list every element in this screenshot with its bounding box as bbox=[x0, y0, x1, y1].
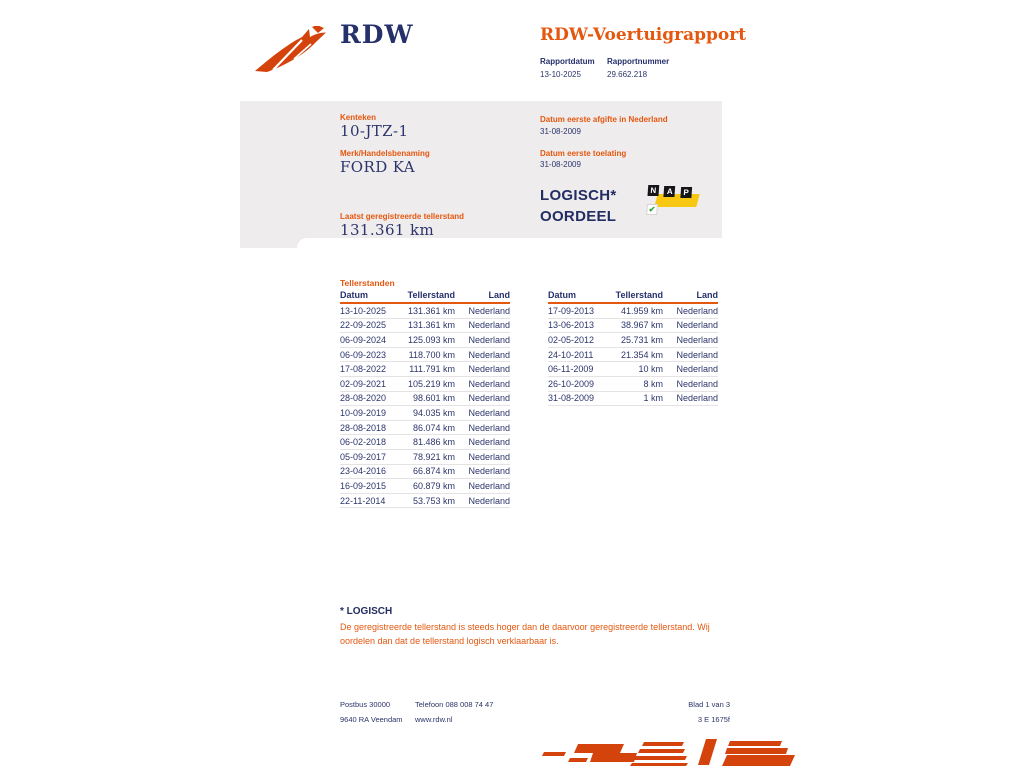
land-cell: Nederland bbox=[676, 349, 718, 360]
datum-cell: 22-11-2014 bbox=[340, 495, 386, 506]
tellerstand-cell: 53.753 km bbox=[412, 495, 455, 506]
footer-page-number: Blad 1 van 3 bbox=[688, 700, 730, 709]
table-row bbox=[548, 333, 718, 348]
oordeel-line2: OORDEEL bbox=[540, 208, 617, 225]
footer-address-line1: Postbus 30000 bbox=[340, 700, 391, 709]
land-cell: Nederland bbox=[468, 422, 510, 433]
land-cell: Nederland bbox=[468, 364, 510, 375]
report-date-value: 13-10-2025 bbox=[540, 70, 581, 79]
table-row bbox=[548, 319, 718, 334]
report-date-block bbox=[540, 57, 595, 79]
column-header: Tellerstand bbox=[615, 290, 663, 300]
table-row bbox=[340, 435, 510, 450]
datum-cell: 10-09-2019 bbox=[340, 407, 387, 418]
land-cell: Nederland bbox=[676, 393, 718, 404]
tellerstand-cell: 8 km bbox=[643, 378, 663, 389]
toelating-label: Datum eerste toelating bbox=[540, 149, 627, 158]
tellerstanden-heading: Tellerstanden bbox=[340, 278, 395, 288]
oordeel-line1: LOGISCH* bbox=[540, 187, 617, 204]
report-number-label: Rapportnummer bbox=[607, 57, 670, 66]
land-cell: Nederland bbox=[468, 334, 510, 345]
tellerstand-cell: 125.093 km bbox=[407, 334, 455, 345]
table-row bbox=[548, 377, 718, 392]
table-row bbox=[340, 406, 510, 421]
kenteken-label: Kenteken bbox=[340, 113, 377, 122]
datum-cell: 06-09-2024 bbox=[340, 334, 387, 345]
datum-cell: 16-09-2015 bbox=[340, 480, 387, 491]
tellerstand-cell: 131.361 km bbox=[407, 320, 455, 331]
table-row bbox=[548, 348, 718, 363]
datum-cell: 13-06-2013 bbox=[548, 320, 595, 331]
oordeel-heading bbox=[540, 185, 617, 227]
land-cell: Nederland bbox=[676, 320, 718, 331]
land-cell: Nederland bbox=[468, 349, 510, 360]
datum-cell: 22-09-2025 bbox=[340, 320, 387, 331]
tellerstand-cell: 25.731 km bbox=[620, 334, 663, 345]
land-cell: Nederland bbox=[676, 378, 718, 389]
land-cell: Nederland bbox=[676, 305, 718, 316]
tellerstand-cell: 131.361 km bbox=[407, 305, 455, 316]
table-header-row bbox=[340, 290, 510, 304]
footer-phone: Telefoon 088 008 74 47 bbox=[415, 700, 494, 709]
land-cell: Nederland bbox=[468, 437, 510, 448]
land-cell: Nederland bbox=[468, 393, 510, 404]
table-row bbox=[340, 421, 510, 436]
datum-cell: 23-04-2016 bbox=[340, 466, 387, 477]
datum-cell: 26-10-2009 bbox=[548, 378, 595, 389]
datum-cell: 06-09-2023 bbox=[340, 349, 387, 360]
tellerstand-cell: 81.486 km bbox=[412, 437, 455, 448]
afgifte-value: 31-08-2009 bbox=[540, 127, 581, 136]
table-row bbox=[340, 377, 510, 392]
footer-website: www.rdw.nl bbox=[415, 715, 453, 724]
merk-label: Merk/Handelsbenaming bbox=[340, 149, 430, 158]
land-cell: Nederland bbox=[468, 480, 510, 491]
tellerstand-cell: 94.035 km bbox=[412, 407, 455, 418]
tellerstanden-table-right bbox=[548, 290, 718, 406]
table-row bbox=[548, 392, 718, 407]
column-header: Datum bbox=[548, 290, 577, 300]
table-header-row bbox=[548, 290, 718, 304]
nap-check-icon: ✔ bbox=[646, 204, 658, 215]
table-row bbox=[340, 392, 510, 407]
datum-cell: 02-05-2012 bbox=[548, 334, 595, 345]
table-row bbox=[340, 333, 510, 348]
land-cell: Nederland bbox=[676, 334, 718, 345]
land-cell: Nederland bbox=[468, 451, 510, 462]
report-date-label: Rapportdatum bbox=[540, 57, 595, 66]
datum-cell: 05-09-2017 bbox=[340, 451, 387, 462]
vehicle-summary-panel bbox=[240, 101, 722, 248]
datum-cell: 31-08-2009 bbox=[548, 393, 595, 404]
nap-letter-n: N bbox=[647, 185, 659, 196]
column-header: Land bbox=[696, 290, 718, 300]
tellerstand-cell: 118.700 km bbox=[408, 349, 455, 360]
nap-logo bbox=[647, 185, 699, 214]
tellerstand-cell: 66.874 km bbox=[412, 466, 455, 477]
tellerstand-cell: 21.354 km bbox=[620, 349, 663, 360]
table-row bbox=[340, 450, 510, 465]
table-row bbox=[340, 319, 510, 334]
footnote-text: De geregistreerde tellerstand is steeds hoger dan de daarvoor geregistreerde tellerstand. Wij oordelen dan dat de tellerstand logisch verklaarbaar is. bbox=[340, 622, 710, 646]
footer-contact bbox=[415, 697, 493, 727]
tellerstand-cell: 1 km bbox=[643, 393, 663, 404]
afgifte-label: Datum eerste afgifte in Nederland bbox=[540, 115, 668, 124]
tellerstand-cell: 86.074 km bbox=[412, 422, 455, 433]
land-cell: Nederland bbox=[676, 364, 718, 375]
land-cell: Nederland bbox=[468, 378, 510, 389]
tellerstand-cell: 41.959 km bbox=[620, 305, 663, 316]
footer-page-info bbox=[630, 697, 730, 727]
tellerstand-cell: 10 km bbox=[638, 364, 663, 375]
table-row bbox=[340, 362, 510, 377]
tellerstand-cell: 60.879 km bbox=[412, 480, 455, 491]
land-cell: Nederland bbox=[468, 407, 510, 418]
rdw-stripes-graphic-icon bbox=[540, 737, 798, 767]
rdw-feather-logo-icon bbox=[252, 26, 332, 74]
table-row bbox=[548, 304, 718, 319]
land-cell: Nederland bbox=[468, 305, 510, 316]
column-header: Land bbox=[488, 290, 510, 300]
column-header: Datum bbox=[340, 290, 369, 300]
tellerstand-label: Laatst geregistreerde tellerstand bbox=[340, 212, 465, 221]
report-number-value: 29.662.218 bbox=[607, 70, 648, 79]
tellerstand-value: 131.361 km bbox=[340, 221, 435, 239]
rdw-wordmark: RDW bbox=[340, 20, 414, 49]
table-row bbox=[340, 479, 510, 494]
nap-letter-a: A bbox=[664, 186, 676, 197]
tellerstand-cell: 98.601 km bbox=[412, 393, 455, 404]
toelating-value: 31-08-2009 bbox=[540, 160, 581, 169]
table-row bbox=[340, 304, 510, 319]
table-row bbox=[548, 362, 718, 377]
land-cell: Nederland bbox=[468, 495, 510, 506]
datum-cell: 13-10-2025 bbox=[340, 305, 387, 316]
page-title: RDW-Voertuigrapport bbox=[540, 25, 747, 45]
tellerstanden-table-left bbox=[340, 290, 510, 508]
datum-cell: 28-08-2020 bbox=[340, 393, 387, 404]
table-row bbox=[340, 465, 510, 480]
nap-tiles bbox=[646, 185, 701, 221]
datum-cell: 24-10-2011 bbox=[548, 349, 594, 360]
datum-cell: 02-09-2021 bbox=[340, 378, 387, 389]
datum-cell: 17-09-2013 bbox=[548, 305, 595, 316]
tellerstand-cell: 111.791 km bbox=[409, 364, 455, 375]
land-cell: Nederland bbox=[468, 320, 510, 331]
report-number-block bbox=[607, 57, 669, 79]
footer-address-line2: 9640 RA Veendam bbox=[340, 715, 403, 724]
datum-cell: 06-02-2018 bbox=[340, 437, 387, 448]
tellerstand-cell: 38.967 km bbox=[620, 320, 663, 331]
table-row bbox=[340, 348, 510, 363]
tellerstand-cell: 105.219 km bbox=[407, 378, 455, 389]
datum-cell: 17-08-2022 bbox=[340, 364, 387, 375]
datum-cell: 28-08-2018 bbox=[340, 422, 387, 433]
land-cell: Nederland bbox=[468, 466, 510, 477]
merk-value: FORD KA bbox=[340, 158, 416, 176]
kenteken-value: 10-JTZ-1 bbox=[340, 122, 409, 140]
nap-letter-p: P bbox=[680, 187, 692, 198]
column-header: Tellerstand bbox=[407, 290, 455, 300]
table-row bbox=[340, 494, 510, 509]
tellerstand-cell: 78.921 km bbox=[412, 451, 455, 462]
footer-form-code: 3 E 1675f bbox=[697, 715, 730, 724]
footnote-title: * LOGISCH bbox=[340, 606, 393, 617]
panel-notch bbox=[297, 238, 722, 248]
datum-cell: 06-11-2009 bbox=[548, 364, 594, 375]
footer-address bbox=[340, 697, 403, 727]
